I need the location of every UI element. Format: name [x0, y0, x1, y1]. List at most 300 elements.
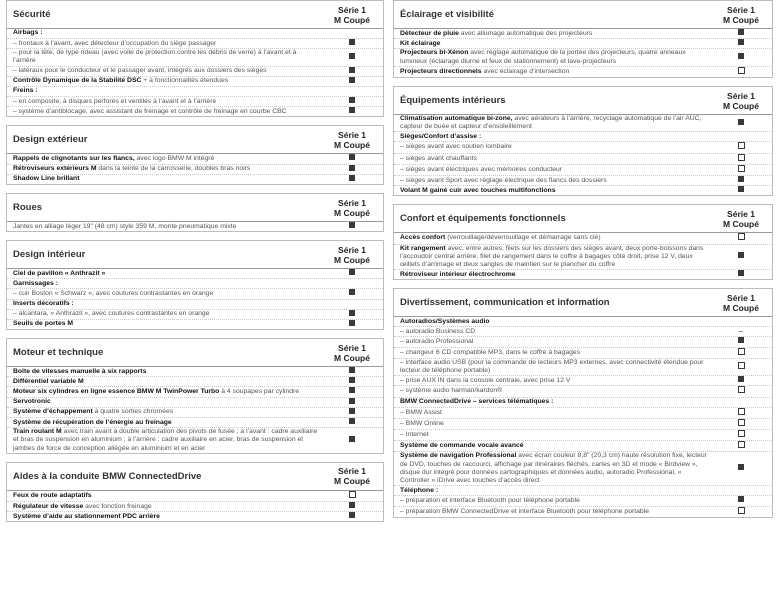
feature-name: Régulateur de vitesse	[13, 502, 84, 510]
feature-name: Climatisation automatique bi-zone,	[400, 115, 513, 123]
feature-text	[400, 187, 716, 195]
feature-description: – alcantara, « Anthrazit », avec coutures contrastantes en orange	[13, 310, 210, 318]
feature-name: Système de navigation Professional	[400, 452, 517, 460]
feature-description: – pour la tête, de type rideau (avec voile de protection contre les débris de verre) à l’avant et à l’arrière	[13, 49, 297, 65]
standard-equipment-marker	[327, 97, 377, 106]
feature-text	[13, 67, 327, 75]
series-column-header	[327, 198, 377, 218]
section-divertissement-communication-et-information	[393, 288, 773, 517]
feature-name: Garnissages :	[13, 279, 58, 287]
feature-text	[400, 68, 716, 76]
feature-description: – latéraux pour le conducteur et le passager avant, intégrés aux dossiers des sièges	[13, 67, 267, 75]
feature-text	[13, 40, 327, 48]
feature-row	[394, 386, 772, 397]
feature-name: Shadow Line brillant	[13, 175, 80, 183]
feature-name: Boîte de vitesses manuelle à six rapports	[13, 367, 147, 375]
feature-name: Accès confort	[400, 234, 446, 242]
feature-text	[400, 431, 716, 439]
feature-row	[394, 233, 772, 244]
standard-equipment-marker	[327, 175, 377, 184]
feature-text	[400, 133, 716, 141]
feature-description: (verrouillage/déverrouillage et démarrage sans clé)	[445, 234, 601, 242]
feature-description: + à fonctionnalités étendues	[141, 77, 229, 85]
feature-row	[7, 310, 383, 320]
feature-name: Rétroviseur intérieur électrochrome	[400, 270, 516, 278]
feature-description: – système audio harman/kardon®	[400, 387, 503, 395]
section-header	[394, 289, 772, 317]
feature-row	[394, 142, 772, 153]
feature-name: Inserts décoratifs :	[13, 300, 74, 308]
feature-row	[7, 377, 383, 387]
section-aides-a-la-conduite-bmw-connecteddrive	[6, 462, 384, 523]
standard-equipment-marker	[716, 252, 766, 261]
feature-row	[7, 165, 383, 175]
standard-equipment-marker	[327, 398, 377, 407]
feature-text	[400, 359, 716, 375]
series-label-line1: Série 1	[338, 197, 366, 208]
feature-name: Train roulant M	[13, 428, 62, 436]
feature-row	[7, 269, 383, 279]
feature-name: Projecteurs bi-Xénon	[400, 49, 469, 57]
section-header	[7, 194, 383, 222]
feature-description: avec, entre autres, filets sur les dossiers des sièges avant, deux porte-boissons dans l’accoudoir central arrière, filet de rangement dans le coffre à bagages côté droit, prise 12 V, deux œillets d’arrimage et deux sangles de maintien sur le plancher du coffre	[400, 244, 704, 269]
standard-equipment-marker	[327, 165, 377, 174]
feature-row	[7, 320, 383, 329]
feature-name: Servotronic	[13, 398, 51, 406]
optional-equipment-marker	[716, 507, 766, 517]
feature-text	[13, 270, 327, 278]
feature-name: Système d’aide au stationnement PDC arrière	[13, 512, 160, 520]
feature-text	[13, 49, 327, 65]
feature-text	[13, 223, 327, 231]
feature-text	[400, 115, 716, 131]
feature-text	[400, 398, 716, 406]
section-header	[7, 1, 383, 29]
feature-description: – préparation BMW ConnectedDrive et interface Bluetooth pour téléphone portable	[400, 507, 649, 515]
feature-row	[7, 87, 383, 97]
feature-text	[13, 108, 327, 116]
series-label-line2: M Coupé	[723, 14, 759, 25]
standard-equipment-marker	[716, 337, 766, 346]
feature-row	[7, 408, 383, 418]
optional-equipment-marker	[716, 362, 766, 372]
series-label-line2: M Coupé	[723, 218, 759, 229]
optional-equipment-marker	[716, 441, 766, 451]
not-available-marker	[716, 328, 766, 336]
standard-equipment-marker	[327, 269, 377, 278]
feature-name: Freins :	[13, 87, 38, 95]
feature-text	[400, 271, 716, 279]
series-column-header	[327, 343, 377, 363]
optional-equipment-marker	[716, 408, 766, 418]
feature-description: avec aérateurs à l’arrière, recyclage automatique de l’air AUC, capteur de buée et capteur d’ensoleillement	[400, 115, 702, 131]
feature-name: Rappels de clignotants sur les flancs,	[13, 154, 135, 162]
feature-row	[394, 176, 772, 186]
series-label-line1: Série 1	[338, 244, 366, 255]
feature-description: – frontaux à l’avant, avec détecteur d’occupation du siège passager	[13, 39, 217, 47]
feature-text	[13, 503, 327, 511]
feature-name: Système de récupération de l’énergie au freinage	[13, 418, 172, 426]
feature-row	[394, 496, 772, 506]
feature-row	[394, 39, 772, 49]
feature-row	[7, 491, 383, 502]
feature-text	[13, 310, 327, 318]
feature-description: avec écran couleur 8,8" (20,3 cm) haute résolution fixe, lecteur de DVD, touches de raccourci, affichage par itinéraires fléchés, cartes en 3D et mode « Birdview », disque dur intégré pour données cartographiques et données audio, autoradio Professional, « Controller » iDrive avec touches d’accès direct	[400, 452, 707, 485]
feature-row	[394, 165, 772, 176]
standard-equipment-marker	[327, 320, 377, 329]
series-label-line1: Série 1	[727, 208, 755, 219]
section-title: Design extérieur	[13, 134, 88, 146]
feature-text	[13, 378, 327, 386]
feature-description: à quatre sorties chromées	[92, 408, 174, 416]
standard-equipment-marker	[716, 29, 766, 38]
feature-text	[400, 420, 716, 428]
feature-name: BMW ConnectedDrive – services télématiques :	[400, 398, 554, 406]
feature-text	[13, 98, 327, 106]
standard-equipment-marker	[327, 408, 377, 417]
feature-text	[400, 487, 716, 495]
series-label-line2: M Coupé	[334, 476, 370, 487]
feature-text	[400, 377, 716, 385]
series-label-line2: M Coupé	[334, 254, 370, 265]
feature-description: – BMW Online	[400, 419, 444, 427]
feature-name: Autoradios/Systèmes audio	[400, 317, 490, 325]
series-label-line2: M Coupé	[723, 100, 759, 111]
feature-description: – sièges avant Sport avec réglage électrique des flancs des dossiers	[400, 176, 607, 184]
section-eclairage-et-visibilite	[393, 0, 773, 78]
standard-equipment-marker	[327, 107, 377, 116]
standard-equipment-marker	[716, 376, 766, 385]
feature-row	[394, 49, 772, 66]
feature-row	[394, 486, 772, 496]
series-label-line1: Série 1	[727, 292, 755, 303]
feature-description: – BMW Assist	[400, 408, 442, 416]
feature-text	[13, 368, 327, 376]
feature-text	[400, 245, 716, 270]
feature-name: Volant M gainé cuir avec touches multifonctions	[400, 186, 556, 194]
feature-name: Sièges/Confort d’assise :	[400, 132, 482, 140]
feature-name: Système de commande vocale avancé	[400, 442, 524, 450]
series-label-line1: Série 1	[338, 4, 366, 15]
series-label-line1: Série 1	[727, 90, 755, 101]
feature-name: Détecteur de pluie	[400, 29, 459, 37]
section-title: Moteur et technique	[13, 347, 104, 359]
optional-equipment-marker	[716, 67, 766, 77]
series-column-header	[327, 130, 377, 150]
feature-text	[13, 77, 327, 85]
feature-row	[7, 279, 383, 289]
feature-row	[7, 428, 383, 453]
standard-equipment-marker	[716, 186, 766, 195]
series-label-line1: Série 1	[338, 342, 366, 353]
feature-row	[394, 186, 772, 195]
feature-text	[400, 234, 716, 242]
feature-row	[394, 419, 772, 430]
feature-row	[394, 359, 772, 376]
feature-row	[7, 512, 383, 521]
standard-equipment-marker	[327, 289, 377, 298]
feature-text	[400, 328, 716, 336]
feature-row	[7, 77, 383, 87]
section-title: Roues	[13, 202, 43, 214]
section-header	[7, 463, 383, 491]
section-title: Éclairage et visibilité	[400, 9, 494, 20]
standard-equipment-marker	[327, 367, 377, 376]
feature-name: Système d’échappement	[13, 408, 93, 416]
feature-row	[7, 289, 383, 299]
feature-name: Moteur six cylindres en ligne essence BMW M TwinPower Turbo	[13, 387, 220, 395]
section-header	[394, 1, 772, 29]
standard-equipment-marker	[716, 53, 766, 62]
standard-equipment-marker	[327, 222, 377, 231]
feature-name: Kit rangement	[400, 244, 446, 252]
series-label-line2: M Coupé	[723, 302, 759, 313]
section-title: Équipements intérieurs	[400, 95, 506, 107]
feature-text	[400, 30, 716, 38]
section-design-exterieur	[6, 125, 384, 185]
series-label-line2: M Coupé	[334, 352, 370, 363]
feature-row	[394, 441, 772, 452]
feature-row	[394, 507, 772, 517]
series-label-line1: Série 1	[338, 466, 366, 477]
series-column-header	[716, 209, 766, 229]
feature-text	[13, 388, 327, 396]
standard-equipment-marker	[716, 270, 766, 279]
section-header	[394, 205, 772, 233]
feature-text	[400, 40, 716, 48]
section-roues	[6, 193, 384, 232]
feature-row	[394, 327, 772, 337]
feature-row	[394, 67, 772, 77]
feature-text	[13, 280, 327, 288]
feature-row	[7, 398, 383, 408]
feature-description: avec fonction freinage	[83, 502, 152, 510]
optional-equipment-marker	[716, 348, 766, 358]
standard-equipment-marker	[327, 154, 377, 163]
feature-row	[7, 67, 383, 77]
feature-row	[7, 154, 383, 164]
feature-description: – prise AUX IN dans la console centrale, avec prise 12 V	[400, 376, 571, 384]
feature-row	[7, 418, 383, 428]
feature-description: – sièges avant chauffants	[400, 154, 477, 162]
section-confort-et-equipements-fonctionnels	[393, 204, 773, 280]
feature-row	[394, 398, 772, 408]
optional-equipment-marker	[716, 233, 766, 243]
standard-equipment-marker	[716, 39, 766, 48]
feature-text	[13, 29, 327, 37]
standard-equipment-marker	[716, 464, 766, 473]
feature-name: Rétroviseurs extérieurs M	[13, 165, 97, 173]
feature-row	[394, 376, 772, 386]
feature-description: avec éclairage d’intersection	[481, 67, 570, 75]
section-header	[7, 126, 383, 154]
feature-text	[13, 513, 327, 521]
feature-row	[7, 300, 383, 310]
feature-name: Ciel de pavillon « Anthrazit »	[13, 269, 106, 277]
feature-text	[13, 492, 327, 500]
feature-row	[394, 245, 772, 271]
series-column-header	[327, 5, 377, 25]
feature-description: – préparation et interface Bluetooth pour téléphone portable	[400, 496, 580, 504]
feature-row	[7, 29, 383, 39]
series-label-line1: Série 1	[338, 129, 366, 140]
feature-text	[13, 290, 327, 298]
feature-description: à 4 soupapes par cylindre	[219, 387, 300, 395]
feature-text	[400, 497, 716, 505]
feature-text	[400, 318, 716, 326]
feature-text	[400, 49, 716, 65]
optional-equipment-marker	[716, 165, 766, 175]
feature-row	[7, 39, 383, 49]
feature-row	[7, 502, 383, 512]
feature-name: Téléphone :	[400, 486, 439, 494]
feature-text	[13, 408, 327, 416]
section-design-interieur	[6, 240, 384, 330]
feature-name: Différentiel variable M	[13, 377, 84, 385]
series-column-header	[716, 5, 766, 25]
series-label-line1: Série 1	[727, 4, 755, 15]
feature-row	[7, 107, 383, 116]
feature-text	[13, 155, 327, 163]
feature-row	[7, 97, 383, 107]
feature-row	[394, 270, 772, 279]
standard-equipment-marker	[327, 502, 377, 511]
feature-description: avec réglage automatique de la portée des projecteurs, quatre anneaux lumineux (éclairage diurne et feux de stationnement) et lave-projecteurs	[400, 49, 686, 65]
series-label-line2: M Coupé	[334, 139, 370, 150]
series-column-header	[716, 293, 766, 313]
feature-row	[394, 154, 772, 165]
feature-text	[13, 320, 327, 328]
section-header	[7, 241, 383, 269]
feature-name: Projecteurs directionnels	[400, 67, 482, 75]
feature-text	[400, 177, 716, 185]
feature-row	[394, 430, 772, 441]
section-title: Sécurité	[13, 9, 51, 20]
series-label-line2: M Coupé	[334, 207, 370, 218]
feature-row	[394, 452, 772, 486]
section-title: Divertissement, communication et information	[400, 297, 610, 309]
feature-description: – système d’antiblocage, avec assistant de freinage et contrôle de freinage en courbe CBC	[13, 107, 287, 115]
optional-equipment-marker	[716, 142, 766, 152]
section-title: Aides à la conduite BMW ConnectedDrive	[13, 470, 202, 482]
feature-row	[7, 222, 383, 231]
feature-text	[400, 442, 716, 450]
feature-text	[400, 155, 716, 163]
series-column-header	[327, 466, 377, 486]
standard-equipment-marker	[327, 418, 377, 427]
feature-row	[394, 408, 772, 419]
standard-equipment-marker	[327, 67, 377, 76]
feature-name: Kit éclairage	[400, 39, 441, 47]
feature-description: – sièges avant avec soutien lombaire	[400, 143, 512, 151]
standard-equipment-marker	[327, 53, 377, 62]
section-title: Design intérieur	[13, 249, 86, 261]
section-header	[394, 87, 772, 115]
feature-row	[394, 337, 772, 347]
feature-text	[400, 452, 716, 485]
feature-description: Jantes en alliage léger 19" (48 cm) style 359 M, monte pneumatique mixte	[13, 222, 237, 230]
standard-equipment-marker	[327, 310, 377, 319]
feature-row	[394, 348, 772, 359]
optional-equipment-marker	[716, 419, 766, 429]
feature-text	[400, 508, 716, 516]
feature-row	[7, 175, 383, 184]
feature-text	[13, 428, 327, 453]
feature-row	[394, 115, 772, 132]
feature-description: avec logo BMW M intégré	[134, 154, 215, 162]
feature-description: – autoradio Professional	[400, 337, 474, 345]
feature-description: – Internet	[400, 431, 429, 439]
optional-equipment-marker	[716, 430, 766, 440]
standard-equipment-marker	[327, 436, 377, 445]
series-column-header	[716, 91, 766, 111]
feature-row	[394, 29, 772, 39]
feature-text	[13, 419, 327, 427]
section-moteur-et-technique	[6, 338, 384, 454]
feature-row	[394, 132, 772, 142]
feature-row	[7, 49, 383, 66]
feature-description: avec train avant à double articulation des pivots de fusée ; à l’avant : cadre auxiliaire et bras de suspension en aluminium ; à l’arrière : cadre auxiliaire en acier, bras de suspension et jambes de force de conception allégée en aluminium et en acier	[13, 428, 318, 452]
feature-description: – sièges avant électriques avec mémoires conducteur	[400, 165, 563, 173]
feature-name: Feux de route adaptatifs	[13, 491, 92, 499]
right-column	[393, 0, 773, 526]
feature-description: – autoradio Business CD	[400, 327, 476, 335]
standard-equipment-marker	[716, 176, 766, 185]
feature-row	[7, 367, 383, 377]
feature-description: avec allumage automatique des projecteurs	[458, 29, 593, 37]
section-securite	[6, 0, 384, 117]
standard-equipment-marker	[716, 496, 766, 505]
feature-text	[400, 387, 716, 395]
optional-equipment-marker	[716, 154, 766, 164]
standard-equipment-marker	[327, 387, 377, 396]
feature-text	[13, 175, 327, 183]
feature-description: – cuir Boston « Schwarz », avec coutures contrastantes en orange	[13, 289, 214, 297]
feature-description: – changeur 6 CD compatible MP3, dans le coffre à bagages	[400, 348, 581, 356]
series-label-line2: M Coupé	[334, 14, 370, 25]
feature-text	[400, 349, 716, 357]
optional-equipment-marker	[327, 491, 377, 501]
standard-equipment-marker	[327, 377, 377, 386]
standard-equipment-marker	[716, 119, 766, 128]
feature-text	[13, 300, 327, 308]
feature-text	[400, 143, 716, 151]
section-title: Confort et équipements fonctionnels	[400, 213, 566, 225]
standard-equipment-marker	[327, 39, 377, 48]
optional-equipment-marker	[716, 386, 766, 396]
standard-equipment-marker	[327, 77, 377, 86]
feature-text	[13, 165, 327, 173]
feature-name: Seuils de portes M	[13, 320, 74, 328]
feature-description: dans la teinte de la carrosserie, doubles bras noirs	[96, 165, 251, 173]
feature-name: Airbags :	[13, 29, 43, 37]
section-equipements-interieurs	[393, 86, 773, 196]
feature-description: – en composite, à disques perforés et ventilés à l’avant et à l’arrière	[13, 97, 217, 105]
series-column-header	[327, 245, 377, 265]
section-header	[7, 339, 383, 367]
feature-text	[400, 338, 716, 346]
feature-text	[13, 87, 327, 95]
feature-name: Contrôle Dynamique de la Stabilité DSC	[13, 77, 142, 85]
feature-description: – interface audio USB (pour la commande de lecteurs MP3 externes, avec connectivité étendue pour lecteur de téléphone portable)	[400, 358, 704, 375]
feature-text	[400, 166, 716, 174]
feature-text	[13, 398, 327, 406]
left-column	[6, 0, 384, 530]
feature-row	[7, 387, 383, 397]
feature-row	[394, 317, 772, 327]
standard-equipment-marker	[327, 512, 377, 521]
feature-text	[400, 409, 716, 417]
